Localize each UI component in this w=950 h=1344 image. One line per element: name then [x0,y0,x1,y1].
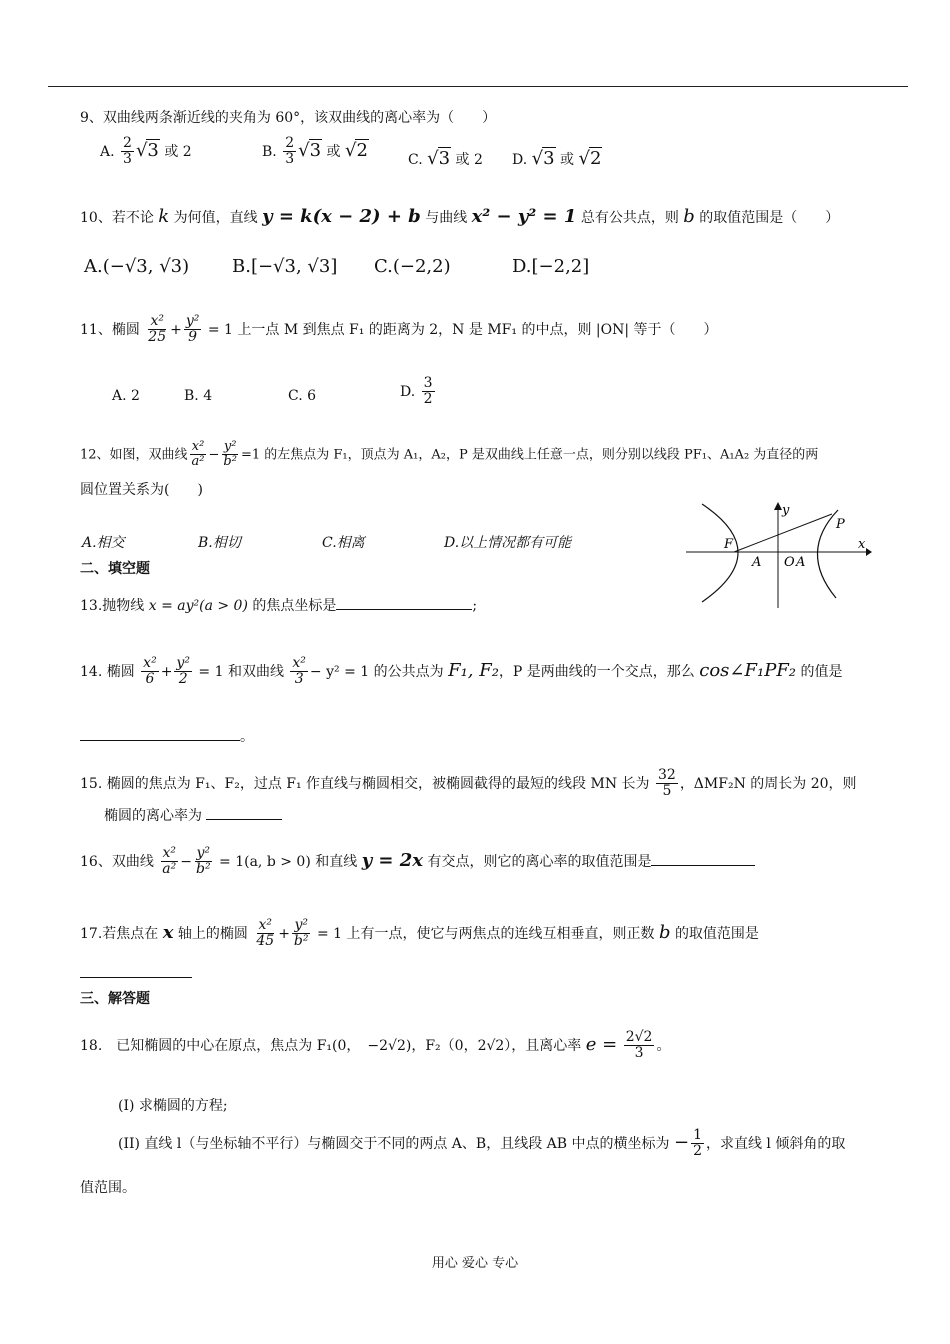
q13-pre: 13.抛物线 [80,598,145,614]
q13-eq: x = ay²(a > 0) [148,598,248,614]
q17-d2: b² [293,933,309,950]
q16-n2: y² [196,845,211,861]
q18-den: 3 [634,1045,644,1062]
q17-stem: 17.若焦点在 x 轴上的椭圆 $\frac{\text{x²}}{45}$ + $\frac{\text{y²}}{\text{b²}}$ = 1 上有一点，使它与两焦点的连线互相垂直，则正数 b 的取值范围是 [80,917,759,950]
q13-blank[interactable] [336,609,472,610]
q17-x: x [162,921,174,943]
q18-stem [80,1030,670,1062]
q12-post: =1 的左焦点为 F₁，顶点为 A₁，A₂，P 是双曲线上任意一点，则分别以线段 PF₁、A₁A₂ 为直径的两 [240,447,819,463]
q9-label-a: A. [100,143,115,160]
q10-curve-eq: x² − y² = 1 [471,206,577,227]
q15-stem [80,768,857,800]
q16-eq: y = 2x [361,849,424,871]
q12-frac2: $\frac{\text{y²}}{\text{b²}}$ [223,439,237,470]
section-solutions: 三、解答题 [80,991,150,1007]
q14-post: ，P 是两曲线的一个交点，那么 [498,663,695,680]
q12-option-c: C.相离 [322,535,365,551]
q17-frac2 [292,918,311,950]
label-x: x [858,537,866,552]
left-branch [702,504,738,602]
q10-option-b: B.[−√3, √3] [232,256,338,277]
q11-option-a: A. 2 [112,388,140,404]
q15-line1b: ，ΔMF₂N 的周长为 20，则 [679,775,857,792]
q12-frac1: $\frac{\text{x²}}{\text{a²}}$ [191,439,205,470]
q11-num1: x² [150,313,164,329]
q18-pre: 18. 已知椭圆的中心在原点，焦点为 F₁(0， −2√2)，F₂（0，2√2），且离心率 [80,1037,582,1054]
q14-foci: F₁, F₂ [448,659,499,681]
q12-line2: 圆位置关系为( ) [80,482,203,498]
q14-mid2: − y² = 1 的公共点为 [309,663,444,680]
right-branch [817,510,838,598]
q9-option-b: B. $\frac{2}{3}$ √3 或 √2 [262,135,368,168]
q9-option-c: C. √3 或 2 [408,148,483,169]
q14-frac3 [290,656,308,688]
q9-option-d: D. √3 或 √2 [512,148,602,169]
q11-num2: y² [185,313,200,329]
q9-label-c: C. [408,152,423,168]
q16-post: 有交点，则它的离心率的取值范围是 [427,853,652,870]
q9-label-d: D. [512,152,528,168]
label-f: F [724,537,734,552]
q11-den2: 9 [188,329,198,346]
q12-option-d: D.以上情况都有可能 [444,535,572,551]
q14-d2: 2 [178,671,188,688]
section-fill-blanks: 二、填空题 [80,561,150,577]
q10-line-eq: y = k(x − 2) + b [262,206,421,227]
label-p: P [836,517,845,532]
q15-blank[interactable] [206,819,282,820]
q10-end: 的取值范围是（ ） [699,210,840,226]
q17-answer-line [80,966,192,982]
hyperbola-figure [682,498,872,610]
q16-d2: b² [195,861,211,878]
q18-frac2 [691,1128,704,1160]
label-y: y [782,503,790,518]
q10-mid: 为何值，直线 [173,210,258,226]
q15-line1: 15. 椭圆的焦点为 F₁、F₂，过点 F₁ 作直线与椭圆相交，被椭圆截得的最短的线段 MN 长为 [80,775,650,792]
q16-d1: a² [162,861,177,878]
q11-option-c: C. 6 [288,388,317,404]
q18-frac [624,1030,655,1062]
q18-part2 [118,1128,845,1160]
q15-den: 5 [662,783,672,800]
q11-option-b: B. 4 [184,388,213,404]
q18-neg: − [673,1131,690,1153]
q17-b: b [658,921,671,943]
q9-label-b: B. [262,143,277,160]
q11-stem: 11、椭圆 $\frac{\text{x²}}{25}$ + $\frac{\text{y²}}{9}$ = 1 上一点 M 到焦点 F₁ 的距离为 2，N 是 MF₁ 的中点，则 |ON| 等于（ ） [80,313,718,346]
q16-frac2 [194,846,213,878]
q17-end: 的取值范围是 [674,925,759,942]
q18-part2-line2: 值范围。 [80,1180,136,1196]
q13-stem: 13.抛物线 x = ay²(a > 0) 的焦点坐标是 ; [80,598,478,614]
q10-option-a: A.(−√3, √3) [84,256,190,277]
q16-blank[interactable] [651,865,755,866]
q11-pre: 11、椭圆 [80,321,140,338]
page-footer: 用心 爱心 专心 [431,1256,519,1271]
q9-b-frac: $\frac{2}{3}$ [285,135,295,168]
label-o: O [784,555,795,570]
segment-pf [734,514,832,552]
q17-d1: 45 [256,933,275,950]
q10-post: 总有公共点，则 [580,210,679,226]
q11-den1: 25 [148,329,167,346]
q14-pre: 14. 椭圆 [80,663,135,680]
q17-post: = 1 上有一点，使它与两焦点的连线互相垂直，则正数 [316,925,655,942]
q14-n2: y² [176,655,190,671]
q15-frac [656,768,678,800]
q11-d-label: D. [400,383,416,400]
q14-answer-line: 。 [80,726,254,746]
q10-b: b [683,206,695,227]
q16-pre: 16、双曲线 [80,853,154,870]
q10-pre: 10、若不论 [80,210,154,226]
q10-option-d: D.[−2,2] [512,256,590,277]
q12-pre: 12、如图，双曲线 [80,447,188,463]
q11-d-den: 2 [423,391,433,408]
q16-mid: = 1(a, b > 0) 和直线 [219,853,358,870]
q18-den2: 2 [693,1143,702,1160]
q10-mid2: 与曲线 [425,210,468,226]
q9-option-a: A. $\frac{2}{3}$ √3 或 2 [100,135,192,168]
q11-frac1 [146,314,168,346]
q15-line2 [104,808,282,826]
q15-num: 32 [657,767,676,783]
q15-line2-text: 椭圆的离心率为 [104,808,202,824]
q17-n1: x² [258,917,273,933]
q14-d1: 6 [145,671,155,688]
q14-frac1 [141,656,159,688]
q17-pre: 17.若焦点在 [80,925,159,942]
top-rule [48,86,908,87]
q14-frac2 [174,656,192,688]
q11-option-d [400,376,437,408]
q17-n2: y² [294,917,308,933]
q14-cos: cos∠F₁PF₂ [699,659,797,681]
q18-num2: 1 [693,1127,702,1143]
q9-stem [80,110,496,128]
q14-n1: x² [143,655,157,671]
q18-num: 2√2 [625,1029,653,1045]
q9-a-frac: $\frac{2}{3}$ [123,135,132,168]
q13-post: 的焦点坐标是 [252,598,337,614]
q14-mid: = 1 和双曲线 [198,663,284,680]
q14-end: 的值是 [800,663,843,680]
y-axis-arrow [774,502,782,510]
q14-blank[interactable] [80,740,240,741]
q14-stem: 14. 椭圆 $\frac{\text{x²}}{6}$ + $\frac{\text{y²}}{2}$ = 1 和双曲线 $\frac{\text{x²}}{3}$ − y² = 1 的公共点为 F₁, F₂，P 是两曲线的一个交点，那么 cos∠F₁PF₂ 的值是 [80,655,843,688]
q17-mid: 轴上的椭圆 [177,925,248,942]
q10-option-c: C.(−2,2) [374,256,451,277]
x-axis-arrow [866,548,872,556]
q16-frac1 [160,846,178,878]
label-a1: A [752,555,762,570]
q18-part1: (I) 求椭圆的方程; [118,1098,228,1114]
q10-stem [80,206,839,229]
q11-d-num: 3 [423,375,433,391]
q18-part2-post: ，求直线 l 倾斜角的取 [705,1135,846,1152]
label-a2: A [796,555,806,570]
q11-frac2 [184,314,202,346]
q16-stem: 16、双曲线 $\frac{\text{x²}}{\text{a²}}$ − $\frac{\text{y²}}{\text{b²}}$ = 1(a, b > 0) 和直线 y = 2x 有交点，则它的离心率的取值范围是 [80,846,755,878]
q12-option-a: A.相交 [82,535,125,551]
q17-blank[interactable] [80,977,192,978]
q10-k: k [158,206,170,227]
q16-n1: x² [162,845,177,861]
q11-d-frac [422,376,435,408]
q18-end: 。 [656,1037,671,1054]
q18-e: e = [585,1033,618,1055]
q14-n3: x² [292,655,306,671]
q9-stem-text: 9、双曲线两条渐近线的夹角为 60°，该双曲线的离心率为（ ） [80,110,497,126]
q11-post: = 1 上一点 M 到焦点 F₁ 的距离为 2，N 是 MF₁ 的中点，则 |ON| 等于（ ） [207,321,718,338]
q12-option-b: B.相切 [198,535,241,551]
q14-d3: 3 [294,671,304,688]
q17-frac1 [254,918,276,950]
q12-stem: 12、如图，双曲线 $\frac{\text{x²}}{\text{a²}}$ − $\frac{\text{y²}}{\text{b²}}$ =1 的左焦点为 F₁，顶点为 A₁，A₂，P 是双曲线上任意一点，则分别以线段 PF₁、A₁A₂ 为直径的两 [80,439,819,470]
q18-part2-pre: (II) 直线 l（与坐标轴不平行）与椭圆交于不同的两点 A、B，且线段 AB 中点的横坐标为 [118,1135,670,1152]
